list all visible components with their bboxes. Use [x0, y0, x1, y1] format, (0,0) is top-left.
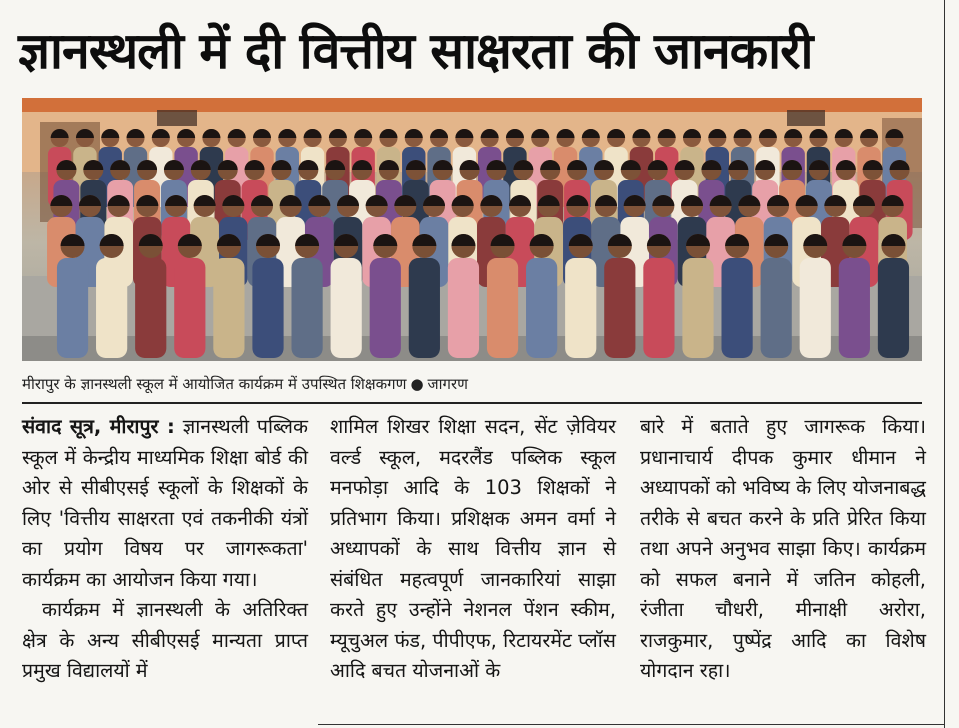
divider-rule: [22, 402, 922, 404]
person-body: [565, 258, 596, 358]
person-body: [291, 258, 322, 358]
page-bottom-line: [318, 724, 944, 725]
person-body: [331, 258, 362, 358]
person-body: [213, 258, 244, 358]
person-body: [643, 258, 674, 358]
person-body: [878, 258, 909, 358]
person-body: [839, 258, 870, 358]
person-body: [448, 258, 479, 358]
person-body: [604, 258, 635, 358]
person-body: [761, 258, 792, 358]
person-body: [370, 258, 401, 358]
person-body: [409, 258, 440, 358]
headline: ज्ञानस्थली में दी वित्तीय साक्षरता की जानकारी: [18, 22, 813, 80]
caption-source: जागरण: [427, 375, 468, 393]
person-body: [135, 258, 166, 358]
person-body: [252, 258, 283, 358]
page-edge-line: [944, 0, 945, 728]
article-column-1: [22, 412, 308, 687]
person-body: [800, 258, 831, 358]
person-body: [487, 258, 518, 358]
paragraph-2-continued: शामिल शिखर शिक्षा सदन, सेंट ज़ेवियर वर्ल्ड स्कूल, मदरलैंड पब्लिक स्कूल मनफोड़ा आदि के 103 शिक्षकों ने प्रतिभाग किया। प्रशिक्षक अमन वर्मा ने अध्यापकों के साथ वित्तीय ज्ञान से संबंधित महत्वपूर्ण जानकारियां साझा करते हुए उन्होंने नेशनल पेंशन स्कीम, म्यूचुअल फंड, पीपीएफ, रिटायरमेंट प्लॉस आदि बचत योजनाओं के: [330, 415, 616, 682]
byline: संवाद सूत्र, मीरापुर :: [22, 415, 175, 438]
paragraph-2-start: कार्यक्रम में ज्ञानस्थली के अतिरिक्त क्षेत्र के अन्य सीबीएसई मान्यता प्राप्त प्रमुख विद्यालयों में: [22, 598, 308, 682]
person-body: [682, 258, 713, 358]
person-body: [57, 258, 88, 358]
article-column-2: [330, 412, 616, 687]
paragraph-1: ज्ञानस्थली पब्लिक स्कूल में केन्द्रीय माध्यमिक शिक्षा बोर्ड की ओर से सीबीएसई स्कूलों के शिक्षकों के लिए 'वित्तीय साक्षरता एवं तकनीकी यंत्रों का प्रयोग विषय पर जागरूकता' कार्यक्रम का आयोजन किया गया।: [22, 415, 308, 591]
person-body: [96, 258, 127, 358]
photo-caption: [22, 372, 922, 396]
caption-text: मीरापुर के ज्ञानस्थली स्कूल में आयोजित कार्यक्रम में उपस्थित शिक्षकगण: [22, 375, 407, 393]
group-photo: [22, 98, 922, 361]
person-body: [721, 258, 752, 358]
person-body: [174, 258, 205, 358]
paragraph-2-end: बारे में बताते हुए जागरूक किया। प्रधानाचार्य दीपक कुमार धीमान ने अध्यापकों को भविष्य के लिए योजनाबद्ध तरीके से बचत करने के प्रति प्रेरित किया तथा अपने अनुभव साझा किए। कार्यक्रम को सफल बनाने में जतिन कोहली, रंजीता चौधरी, मीनाक्षी अरोरा, राजकुमार, पुष्पेंद्र आदि का विशेष योगदान रहा।: [640, 415, 926, 682]
person-body: [526, 258, 557, 358]
bullet-icon: ●: [410, 375, 424, 393]
article-column-3: [640, 412, 926, 687]
